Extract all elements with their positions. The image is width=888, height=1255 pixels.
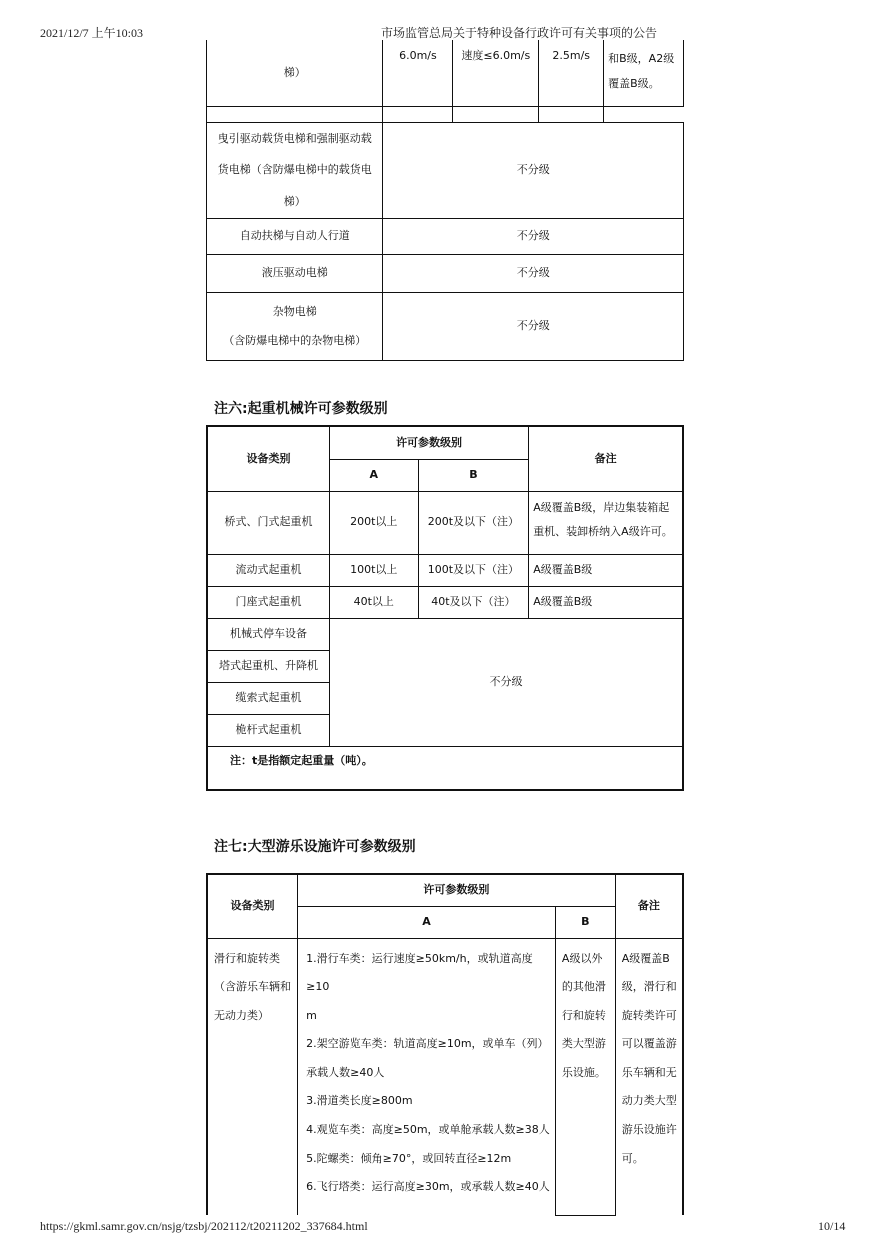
column-header: 许可参数级别 — [329, 426, 528, 459]
table-cell: A级覆盖B级 — [529, 554, 683, 586]
table-cell: 不分级 — [383, 122, 684, 219]
column-header: 许可参数级别 — [298, 874, 616, 906]
table-cell: 滑行和旋转类 （含游乐车辆和 无动力类） — [207, 938, 298, 1215]
table-cell: 1.滑行车类：运行速度≥50km/h，或轨道高度≥10 m 2.架空游览车类：轨道高度≥10m，或单车（列） 承载人数≥40人 3.滑道类长度≥800m 4.观览车类：高度≥50m，或单舱承载人数≥38人 5.陀螺类：倾角≥70°，或回转直径≥12m 6.飞行塔类：运行高度≥30m，或承载人数≥40人 — [298, 938, 556, 1215]
table-cell: 桅杆式起重机 — [207, 714, 329, 746]
table-cell: 杂物电梯 （含防爆电梯中的杂物电梯） — [207, 293, 383, 361]
column-header: A — [298, 906, 556, 938]
column-header: 备注 — [615, 874, 683, 938]
table-footnote: 注：t是指额定起重量（吨）。 — [207, 746, 683, 790]
print-datetime: 2021/12/7 上午10:03 — [40, 26, 144, 40]
table-cell: 40t以上 — [329, 586, 418, 618]
table-cell: 200t以上 — [329, 491, 418, 554]
table-cell: 缆索式起重机 — [207, 682, 329, 714]
column-header: 设备类别 — [207, 426, 329, 491]
column-header: A — [329, 459, 418, 491]
elevator-level-table — [206, 40, 684, 361]
table-cell: 不分级 — [383, 293, 684, 361]
table-cell: A级以外 的其他滑 行和旋转 类大型游 乐设施。 — [555, 938, 615, 1215]
table-cell: 200t及以下（注） — [418, 491, 529, 554]
column-header: 设备类别 — [207, 874, 298, 938]
crane-level-table — [206, 425, 684, 791]
table-cell: 40t及以下（注） — [418, 586, 529, 618]
table-cell: 机械式停车设备 — [207, 618, 329, 650]
print-url: https://gkml.samr.gov.cn/nsjg/tzsbj/202112/t20211202_337684.html — [40, 1219, 368, 1233]
table-cell: 不分级 — [329, 618, 683, 746]
table-cell: 自动扶梯与自动人行道 — [207, 219, 383, 255]
table-cell: 桥式、门式起重机 — [207, 491, 329, 554]
table-cell: 塔式起重机、升降机 — [207, 650, 329, 682]
amusement-level-table — [206, 873, 684, 1216]
column-header: B — [418, 459, 529, 491]
print-page-number: 10/14 — [818, 1219, 846, 1233]
table-cell: 和B级，A2级 覆盖B级。 — [604, 40, 684, 106]
table-cell: 100t及以下（注） — [418, 554, 529, 586]
table-cell: A级覆盖B 级，滑行和 旋转类许可 可以覆盖游 乐车辆和无 动力类大型 游乐设施许 可。 — [615, 938, 683, 1215]
table-cell: 2.5m/s — [539, 40, 604, 106]
section-heading: 注七:大型游乐设施许可参数级别 — [214, 839, 416, 855]
table-cell: 液压驱动电梯 — [207, 255, 383, 293]
table-cell: 100t以上 — [329, 554, 418, 586]
print-title: 市场监管总局关于特种设备行政许可有关事项的公告 — [381, 26, 658, 40]
table-cell: A级覆盖B级 — [529, 586, 683, 618]
table-cell: 梯） — [207, 40, 383, 106]
table-cell: 不分级 — [383, 219, 684, 255]
table-cell: 速度≤6.0m/s — [453, 40, 539, 106]
table-cell: 6.0m/s — [383, 40, 453, 106]
column-header: 备注 — [529, 426, 683, 491]
section-heading: 注六:起重机械许可参数级别 — [214, 401, 388, 417]
table-cell: 不分级 — [383, 255, 684, 293]
table-cell: 流动式起重机 — [207, 554, 329, 586]
table-cell: 门座式起重机 — [207, 586, 329, 618]
table-cell: 曳引驱动载货电梯和强制驱动载 货电梯（含防爆电梯中的载货电 梯） — [207, 122, 383, 219]
column-header: B — [555, 906, 615, 938]
table-cell: A级覆盖B级，岸边集装箱起 重机、装卸桥纳入A级许可。 — [529, 491, 683, 554]
